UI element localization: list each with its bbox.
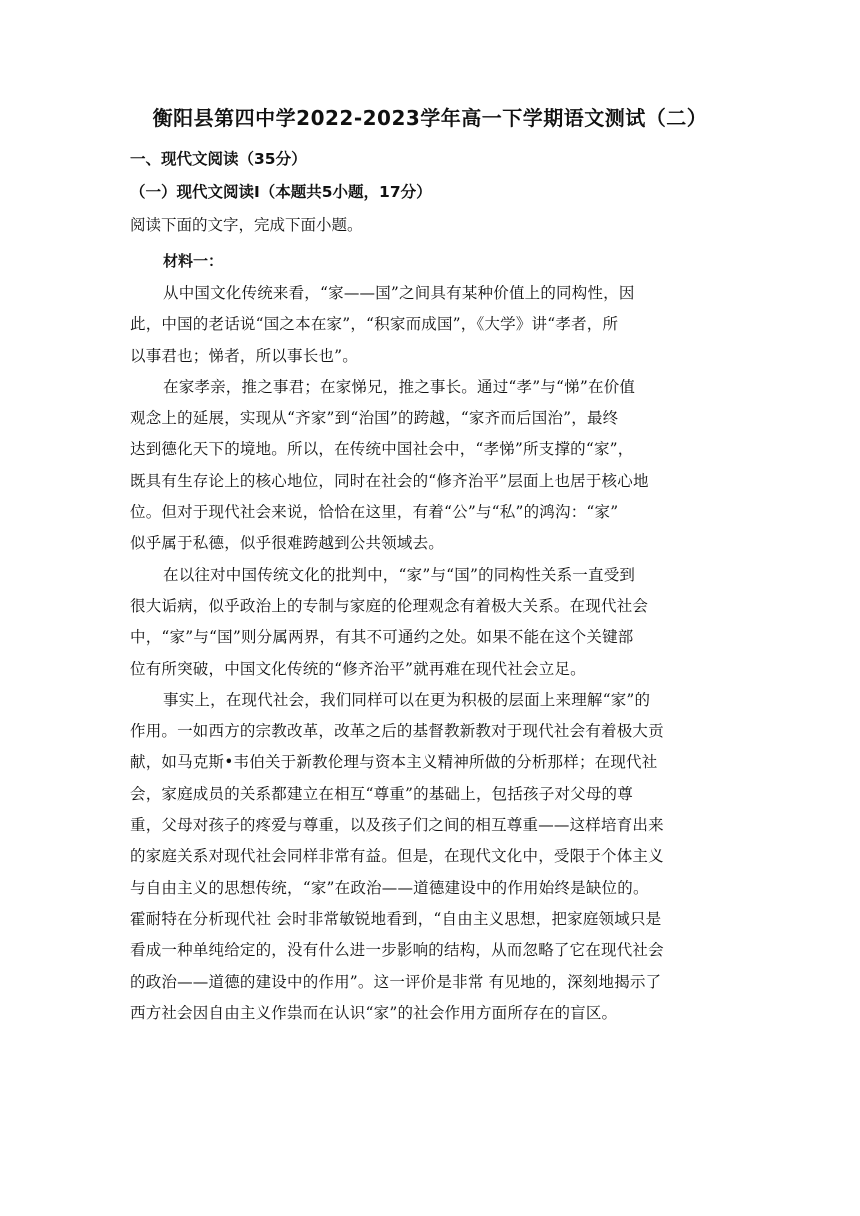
text-line: 的政治——道德的建设中的作用”。这一评价是非常 有见地的，深刻地揭示了 [130, 972, 662, 991]
text-line: 中，“家”与“国”则分属两界，有其不可通约之处。如果不能在这个关键部 [130, 628, 634, 647]
text-line: 观念上的延展，实现从“齐家”到“治国”的跨越，“家齐而后国治”，最终 [130, 409, 619, 428]
text-line: 献，如马克斯•韦伯关于新教伦理与资本主义精神所做的分析那样；在现代社 [130, 753, 658, 772]
text-line: 事实上，在现代社会，我们同样可以在更为积极的层面上来理解“家”的 [163, 690, 651, 709]
article-body [130, 278, 730, 1029]
section-heading: 一、现代文阅读（35分） [130, 150, 307, 168]
text-line: 的家庭关系对现代社会同样非常有益。但是，在现代文化中，受限于个体主义 [130, 847, 664, 866]
text-line: 很大诟病，似乎政治上的专制与家庭的伦理观念有着极大关系。在现代社会 [130, 596, 649, 615]
text-line: 从中国文化传统来看，“家——国”之间具有某种价值上的同构性，因 [163, 284, 635, 302]
subsection-heading: （一）现代文阅读Ⅰ（本题共5小题，17分） [130, 183, 432, 201]
text-line: 重，父母对孩子的疼爱与尊重，以及孩子们之间的相互尊重——这样培育出来 [130, 816, 664, 835]
material-label: 材料一： [163, 252, 224, 270]
text-line: 在家孝亲，推之事君；在家悌兄，推之事长。通过“孝”与“悌”在价值 [163, 377, 636, 396]
text-line: 以事君也；悌者，所以事长也”。 [130, 346, 358, 365]
text-line: 似乎属于私德，似乎很难跨越到公共领域去。 [130, 534, 445, 553]
text-line: 会，家庭成员的关系都建立在相互“尊重”的基础上，包括孩子对父母的尊 [130, 784, 633, 803]
text-line: 在以往对中国传统文化的批判中，“家”与“国”的同构性关系一直受到 [163, 565, 636, 584]
text-line: 位。但对于现代社会来说，恰恰在这里，有着“公”与“私”的鸿沟：“家” [130, 503, 619, 522]
document-title: 衡阳县第四中学2022-2023学年高一下学期语文测试（二） [152, 106, 708, 130]
text-line: 达到德化天下的境地。所以，在传统中国社会中，“孝悌”所支撑的“家”， [130, 440, 634, 459]
reading-instruction: 阅读下面的文字，完成下面小题。 [130, 216, 363, 234]
text-line: 此，中国的老话说“国之本在家”，“积家而成国”，《大学》讲“孝者，所 [130, 315, 619, 334]
text-line: 看成一种单纯给定的，没有什么进一步影响的结构，从而忽略了它在现代社会 [130, 941, 664, 960]
text-line: 西方社会因自由主义作祟而在认识“家”的社会作用方面所存在的盲区。 [130, 1003, 618, 1022]
text-line: 作用。一如西方的宗教改革，改革之后的基督教新教对于现代社会有着极大贡 [130, 722, 664, 741]
text-line: 位有所突破，中国文化传统的“修齐治平”就再难在现代社会立足。 [130, 659, 586, 678]
text-line: 与自由主义的思想传统，“家”在政治——道德建设中的作用始终是缺位的。 [130, 878, 649, 897]
text-line: 霍耐特在分析现代社 会时非常敏锐地看到，“自由主义思想，把家庭领域只是 [130, 909, 662, 928]
text-line: 既具有生存论上的核心地位，同时在社会的“修齐治平”层面上也居于核心地 [130, 471, 649, 490]
